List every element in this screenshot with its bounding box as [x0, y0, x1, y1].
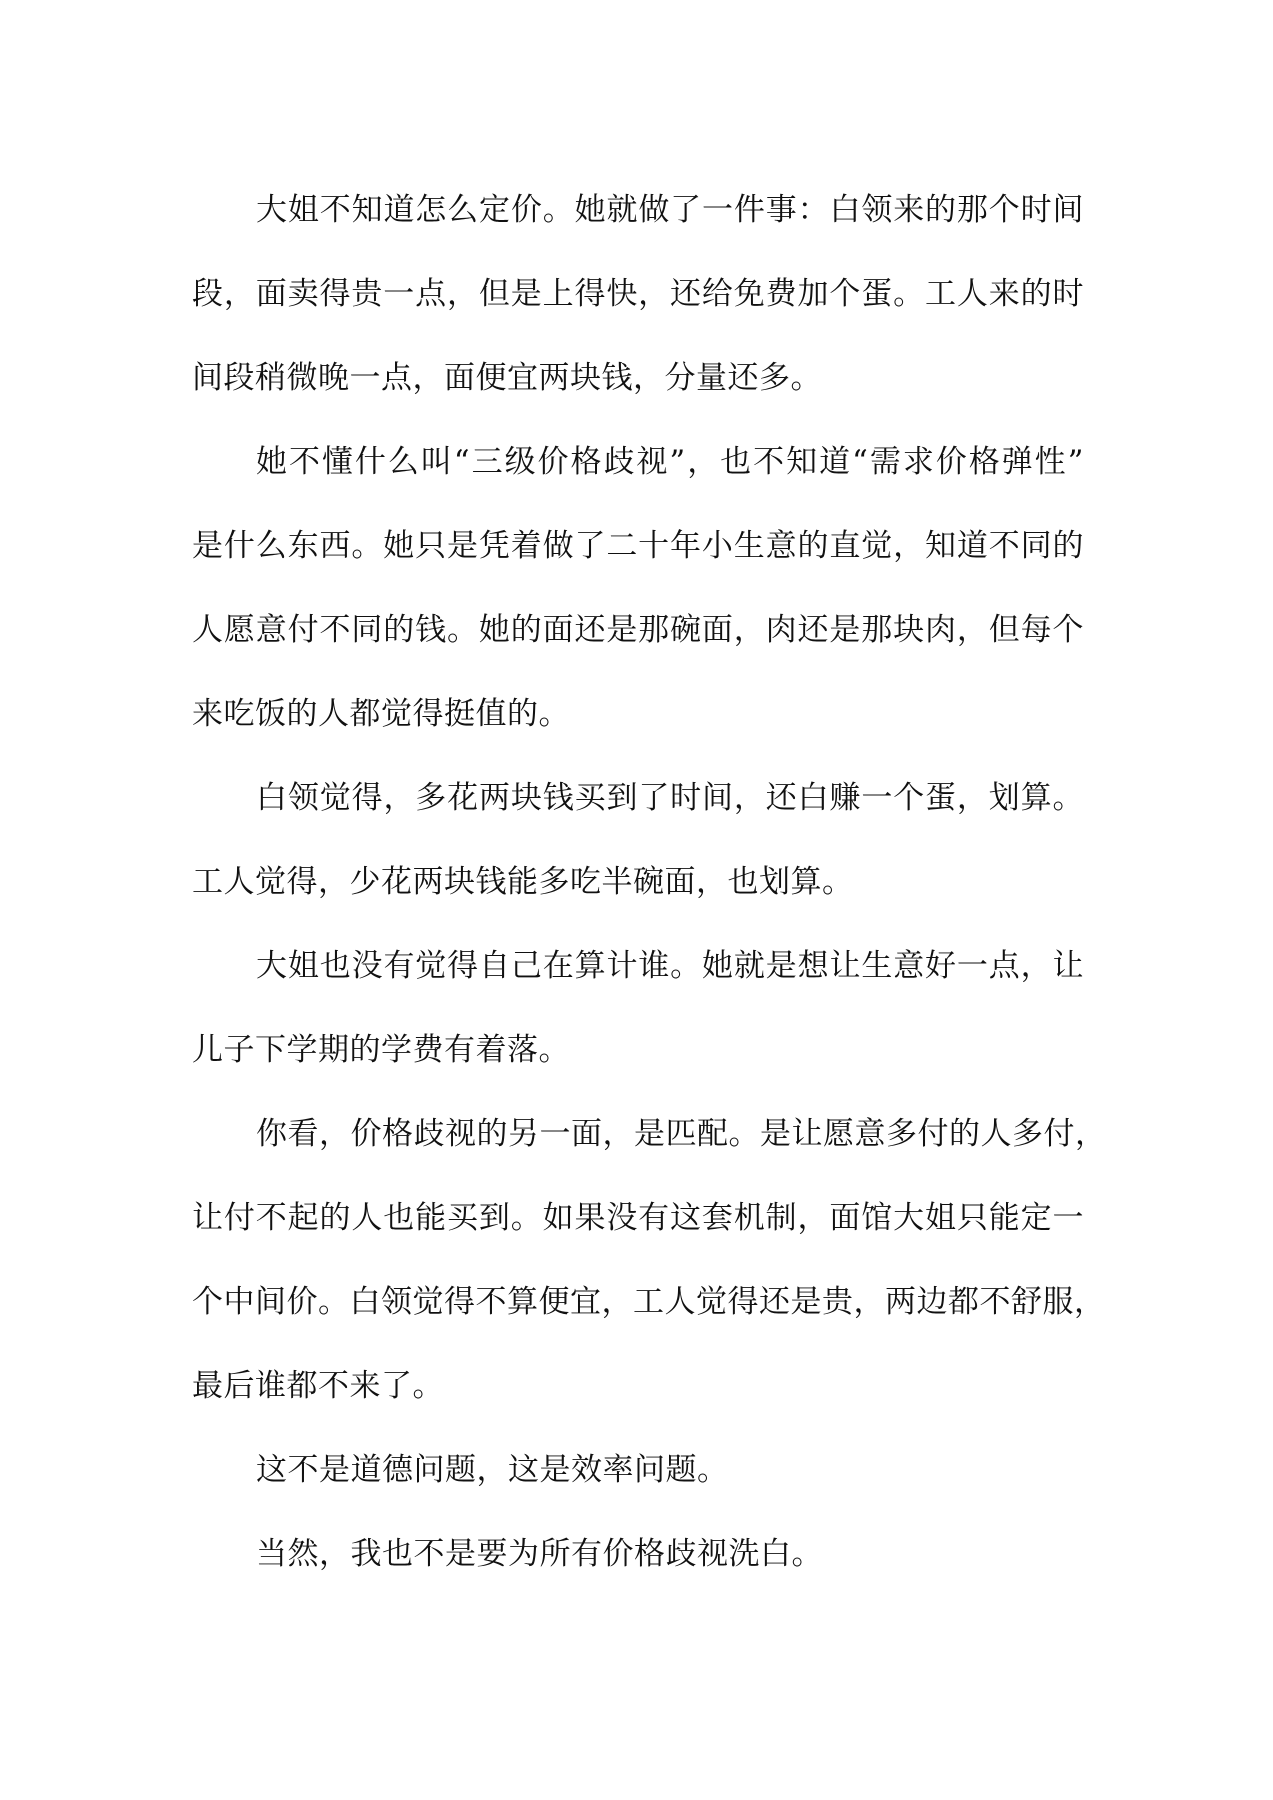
paragraph-line: 这不是道德问题，这是效率问题。 [256, 1452, 729, 1488]
paragraph [192, 924, 1084, 1092]
paragraph-line: 是什么东西。她只是凭着做了二十年小生意的直觉，知道不同的 [192, 528, 1084, 564]
paragraph-line: 段，面卖得贵一点，但是上得快，还给免费加个蛋。工人来的时 [192, 276, 1084, 312]
paragraph-line: 你看，价格歧视的另一面，是匹配。是让愿意多付的人多付， [256, 1116, 1107, 1152]
paragraph [192, 168, 1084, 420]
paragraph-line: 当然，我也不是要为所有价格歧视洗白。 [256, 1536, 823, 1572]
paragraph-line: 让付不起的人也能买到。如果没有这套机制，面馆大姐只能定一 [192, 1200, 1084, 1236]
paragraph-line: 最后谁都不来了。 [192, 1368, 444, 1404]
paragraph [192, 1092, 1107, 1428]
paragraph-line: 工人觉得，少花两块钱能多吃半碗面，也划算。 [192, 864, 854, 900]
paragraph-line: 大姐也没有觉得自己在算计谁。她就是想让生意好一点，让 [256, 948, 1084, 984]
paragraph-line: 白领觉得，多花两块钱买到了时间，还白赚一个蛋，划算。 [256, 780, 1084, 816]
paragraph-line: 来吃饭的人都觉得挺值的。 [192, 696, 570, 732]
paragraph-line: 间段稍微晚一点，面便宜两块钱，分量还多。 [192, 360, 822, 396]
paragraph [192, 1428, 1084, 1512]
paragraph [192, 756, 1084, 924]
paragraph [192, 420, 1084, 756]
document-body [192, 168, 1107, 1596]
paragraph-line: 儿子下学期的学费有着落。 [192, 1032, 570, 1068]
paragraph-line: 大姐不知道怎么定价。她就做了一件事：白领来的那个时间 [256, 192, 1084, 228]
paragraph [192, 1512, 1084, 1596]
paragraph-line: 个中间价。白领觉得不算便宜，工人觉得还是贵，两边都不舒服， [192, 1284, 1106, 1320]
paragraph-line: 她不懂什么叫“三级价格歧视”，也不知道“需求价格弹性” [256, 444, 1084, 480]
paragraph-line: 人愿意付不同的钱。她的面还是那碗面，肉还是那块肉，但每个 [192, 612, 1084, 648]
